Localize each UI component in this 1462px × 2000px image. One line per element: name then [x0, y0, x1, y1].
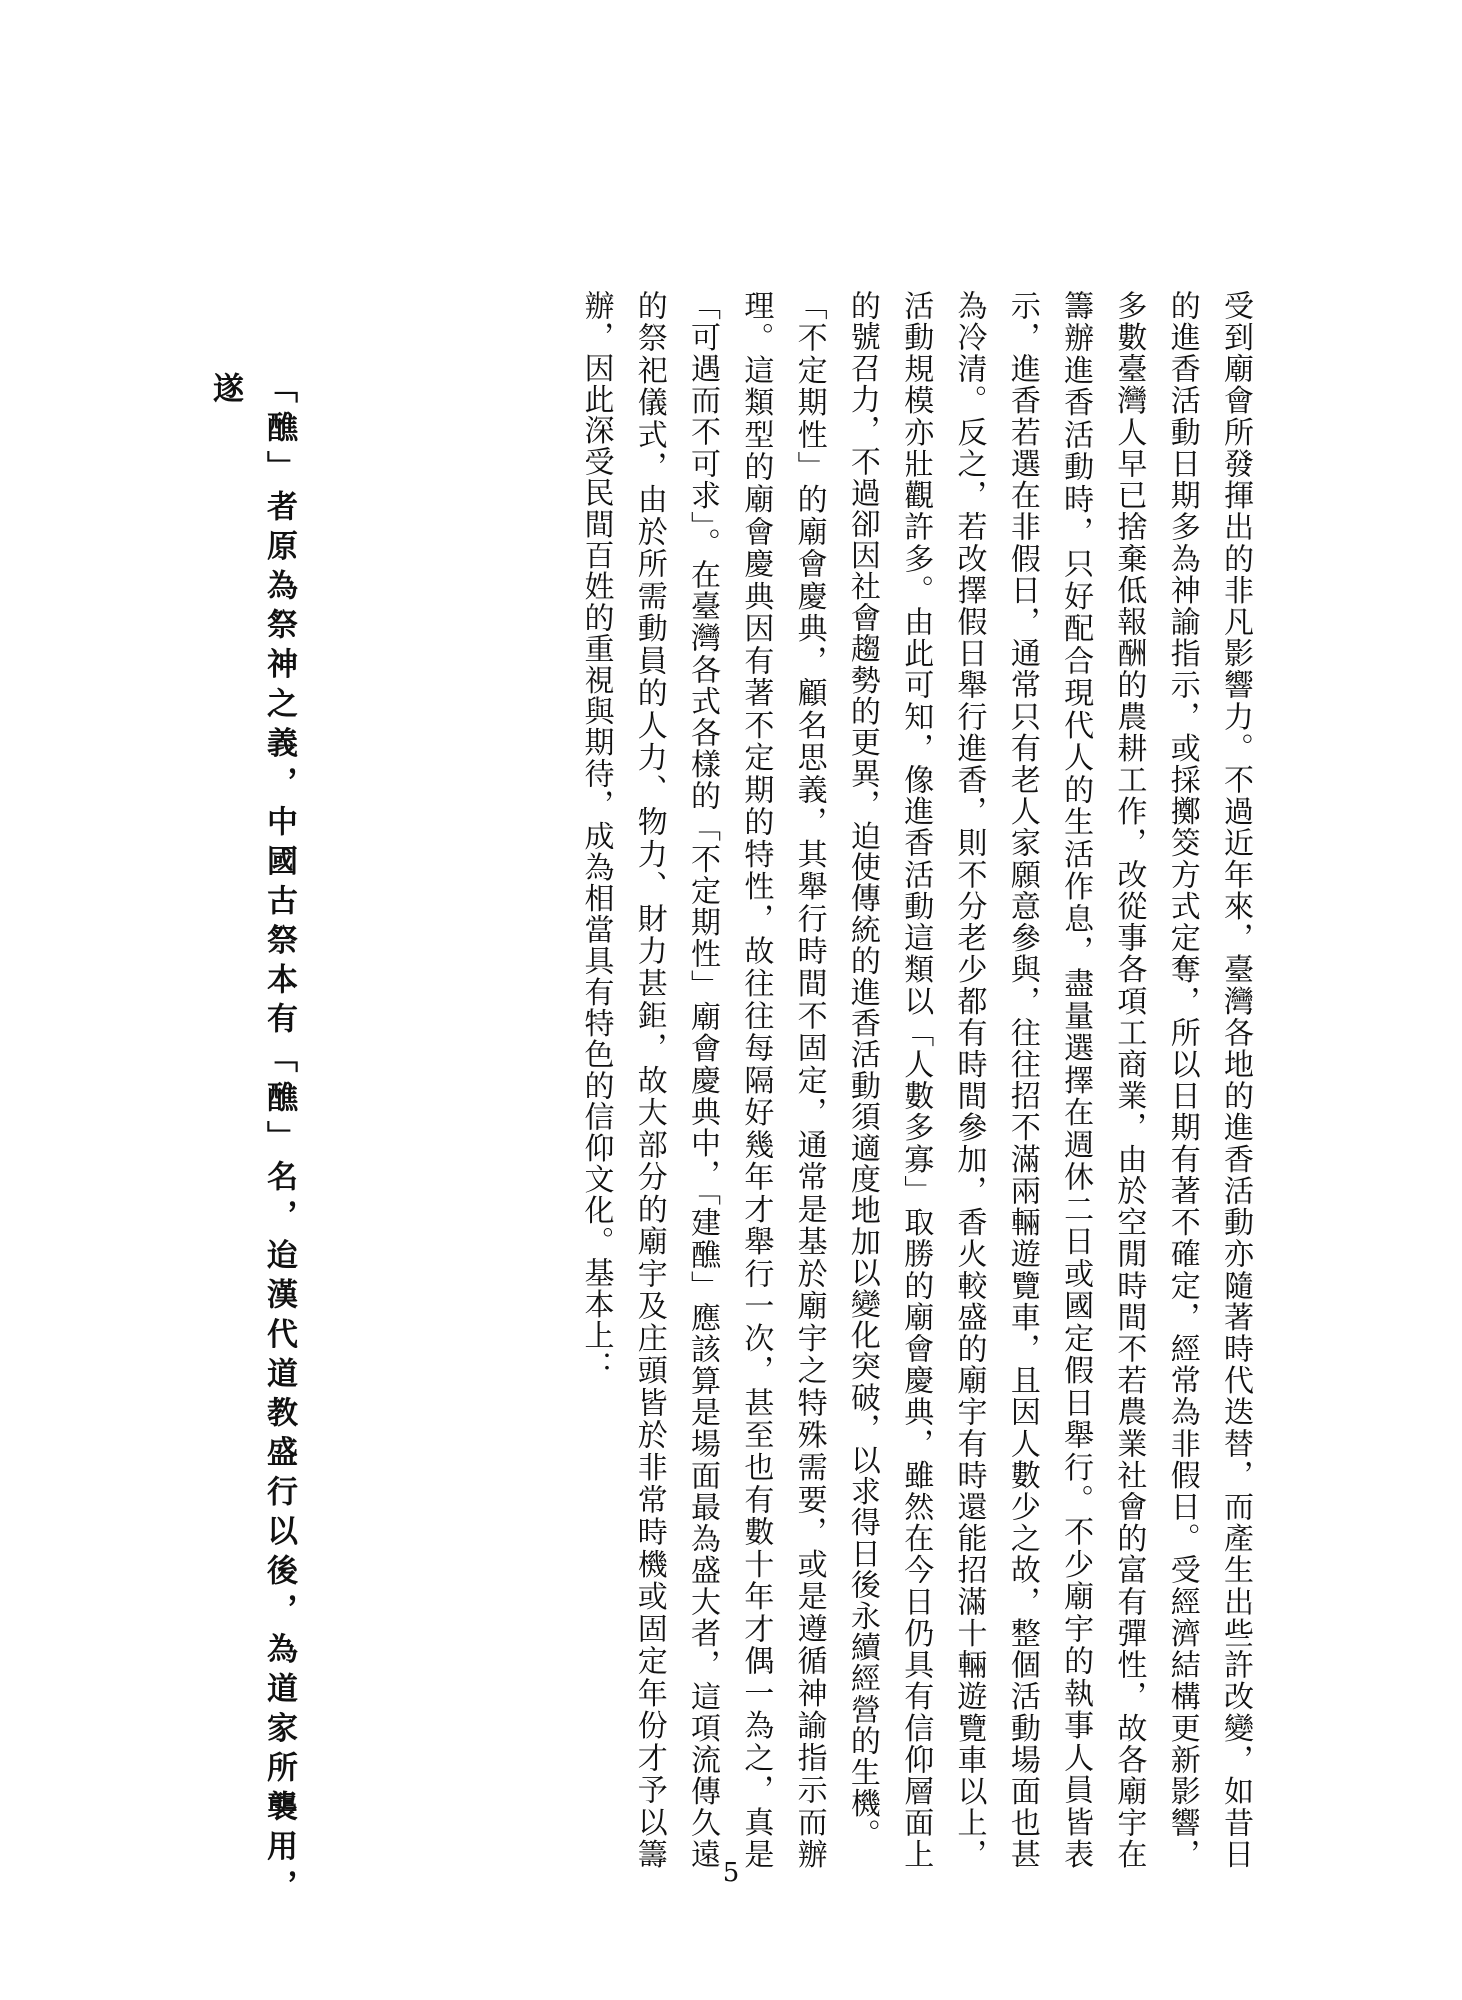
paragraph-pilgrimage: 受到廟會所發揮出的非凡影響力。不過近年來，臺灣各地的進香活動亦隨著時代迭替，而產生出些許改變，如昔日的進香活動日期多為神諭指示，或採擲筊方式定奪，所以日期有著不確定，經常為非假日。受經濟結構更新影響，多數臺灣人早已捨棄低報酬的農耕工作，改從事各項工商業，由於空閒時間不若農業社會的富有彈性，故各廟宇在籌辦進香活動時，只好配合現代人的生活作息，盡量選擇在週休二日或國定假日舉行。不少廟宇的執事人員皆表示，進香若選在非假日，通常只有老人家願意參與，往往招不滿兩輛遊覽車，且因人數少之故，整個活動場面也甚為冷清。反之，若改擇假日舉行進香，則不分老少都有時間參加，香火較盛的廟宇有時還能招滿十輛遊覽車以上，活動規模亦壯觀許多。由此可知，像進香活動這類以「人數多寡」取勝的廟會慶典，雖然在今日仍具有信仰層面上的號召力，不過卻因社會趨勢的更異，迫使傳統的進香活動須適度地加以變化突破，以求得日後永續經營的生機。: [844, 290, 1253, 1870]
paragraph-irregular-festivals: 「不定期性」的廟會慶典，顧名思義，其舉行時間不固定，通常是基於廟宇之特殊需要，或是遵循神諭指示而辦理。這類型的廟會慶典因有著不定期的特性，故往往每隔好幾年才舉行一次，甚至也有數十年才偶一為之，真是「可遇而不可求」。在臺灣各式各樣的「不定期性」廟會慶典中，「建醮」應該算是場面最為盛大者，這項流傳久遠的祭祀儀式，由於所需動員的人力、物力、財力甚鉅，故大部分的廟宇及庄頭皆於非常時機或固定年份才予以籌辦，因此深受民間百姓的重視與期待，成為相當具有特色的信仰文化。基本上：: [578, 290, 827, 1870]
body-text: [515, 290, 1262, 1870]
page-number: 5: [722, 1858, 740, 1888]
block-quote: 「醮」者原為祭神之義，中國古祭本有「醮」名，迨漢代道教盛行以後，為道家所襲用，遂: [207, 372, 297, 1909]
